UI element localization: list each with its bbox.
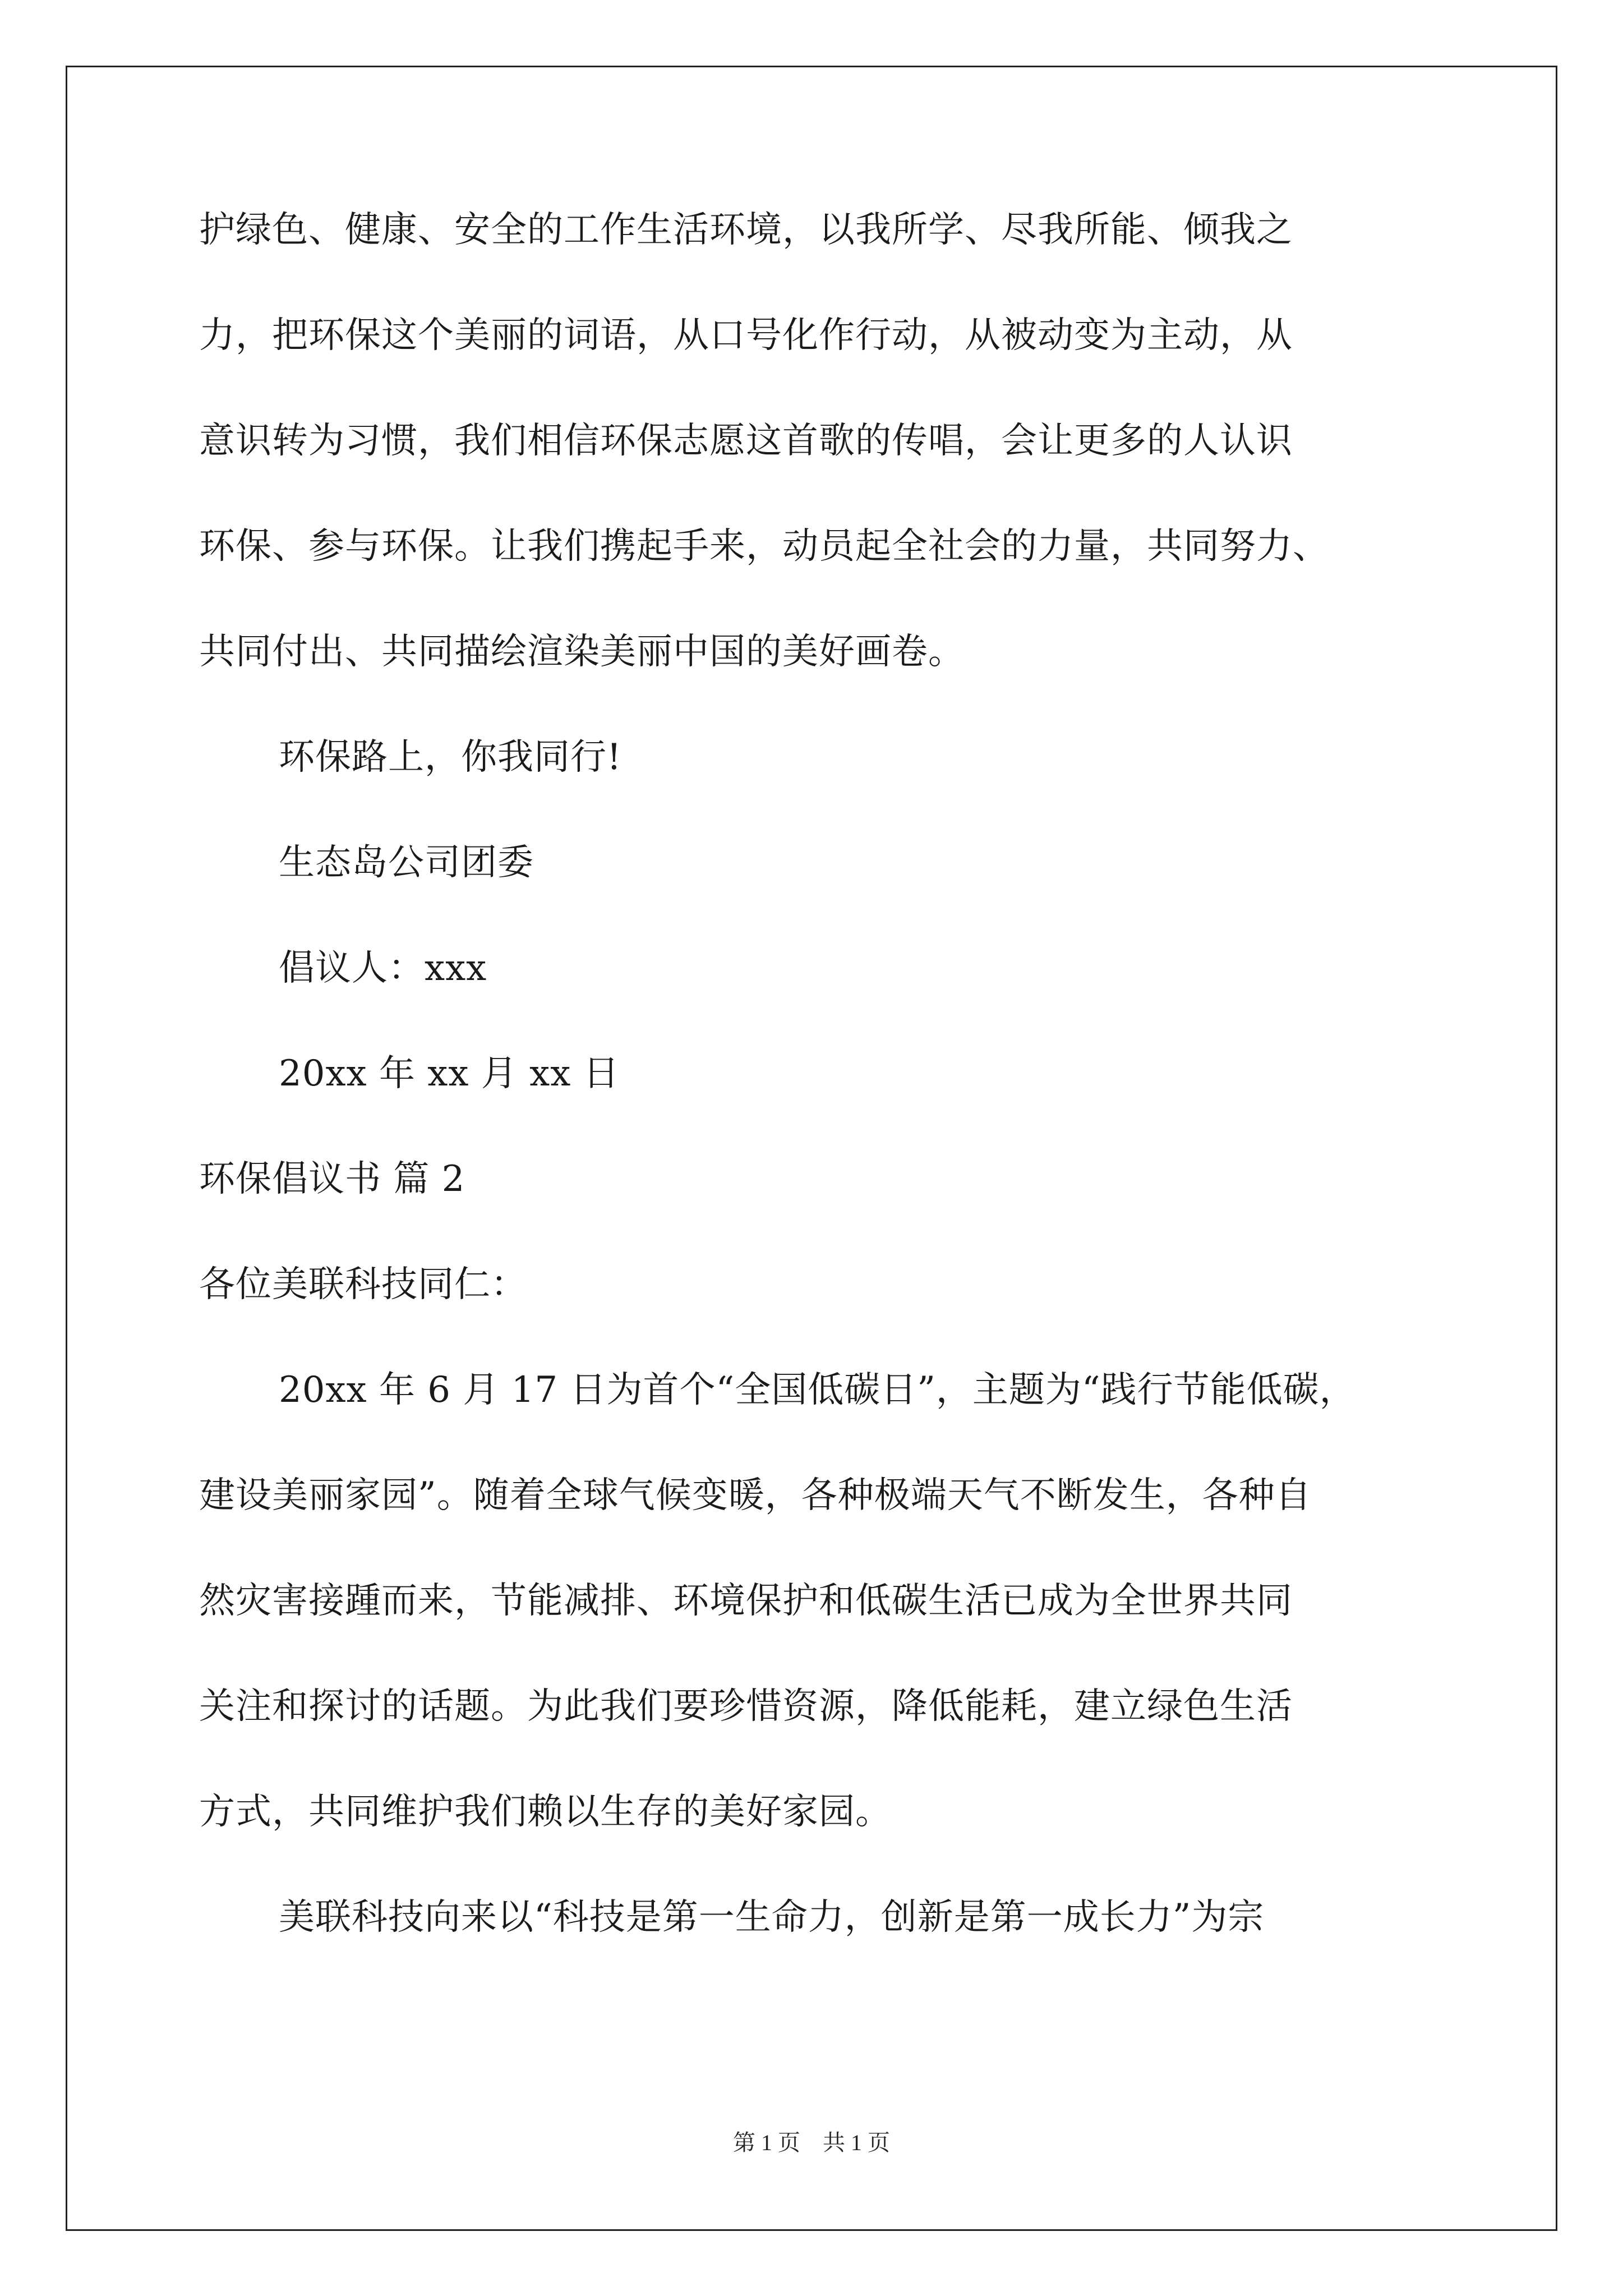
section-heading: 环保倡议书 篇 2 xyxy=(199,1158,465,1200)
signature-initiator: 倡议人：xxx xyxy=(279,947,487,989)
paragraph-line: 护绿色、健康、安全的工作生活环境，以我所学、尽我所能、倾我之 xyxy=(199,209,1293,251)
paragraph-line: 共同付出、共同描绘渲染美丽中国的美好画卷。 xyxy=(199,631,965,673)
paragraph-line: 然灾害接踵而来，节能减排、环境保护和低碳生活已成为全世界共同 xyxy=(199,1580,1293,1622)
paragraph-line: 方式，共同维护我们赖以生存的美好家园。 xyxy=(199,1791,892,1833)
paragraph-line: 20xx 年 6 月 17 日为首个“全国低碳日”，主题为“践行节能低碳， xyxy=(279,1369,1356,1411)
signature-date: 20xx 年 xx 月 xx 日 xyxy=(279,1053,620,1094)
slogan-line: 环保路上，你我同行! xyxy=(279,737,622,778)
paragraph-line: 环保、参与环保。让我们携起手来，动员起全社会的力量，共同努力、 xyxy=(199,526,1329,567)
paragraph-line: 意识转为习惯，我们相信环保志愿这首歌的传唱，会让更多的人认识 xyxy=(199,420,1293,462)
signature-organization: 生态岛公司团委 xyxy=(279,842,534,884)
paragraph-line: 力，把环保这个美丽的词语，从口号化作行动，从被动变为主动，从 xyxy=(199,315,1293,356)
page-number-footer: 第 1 页 共 1 页 xyxy=(733,2130,890,2155)
salutation: 各位美联科技同仁： xyxy=(199,1264,527,1305)
paragraph-line: 建设美丽家园”。随着全球气候变暖，各种极端天气不断发生，各种自 xyxy=(199,1475,1312,1516)
paragraph-line: 关注和探讨的话题。为此我们要珍惜资源，降低能耗，建立绿色生活 xyxy=(199,1686,1293,1727)
paragraph-line: 美联科技向来以“科技是第一生命力，创新是第一成长力”为宗 xyxy=(279,1897,1265,1938)
